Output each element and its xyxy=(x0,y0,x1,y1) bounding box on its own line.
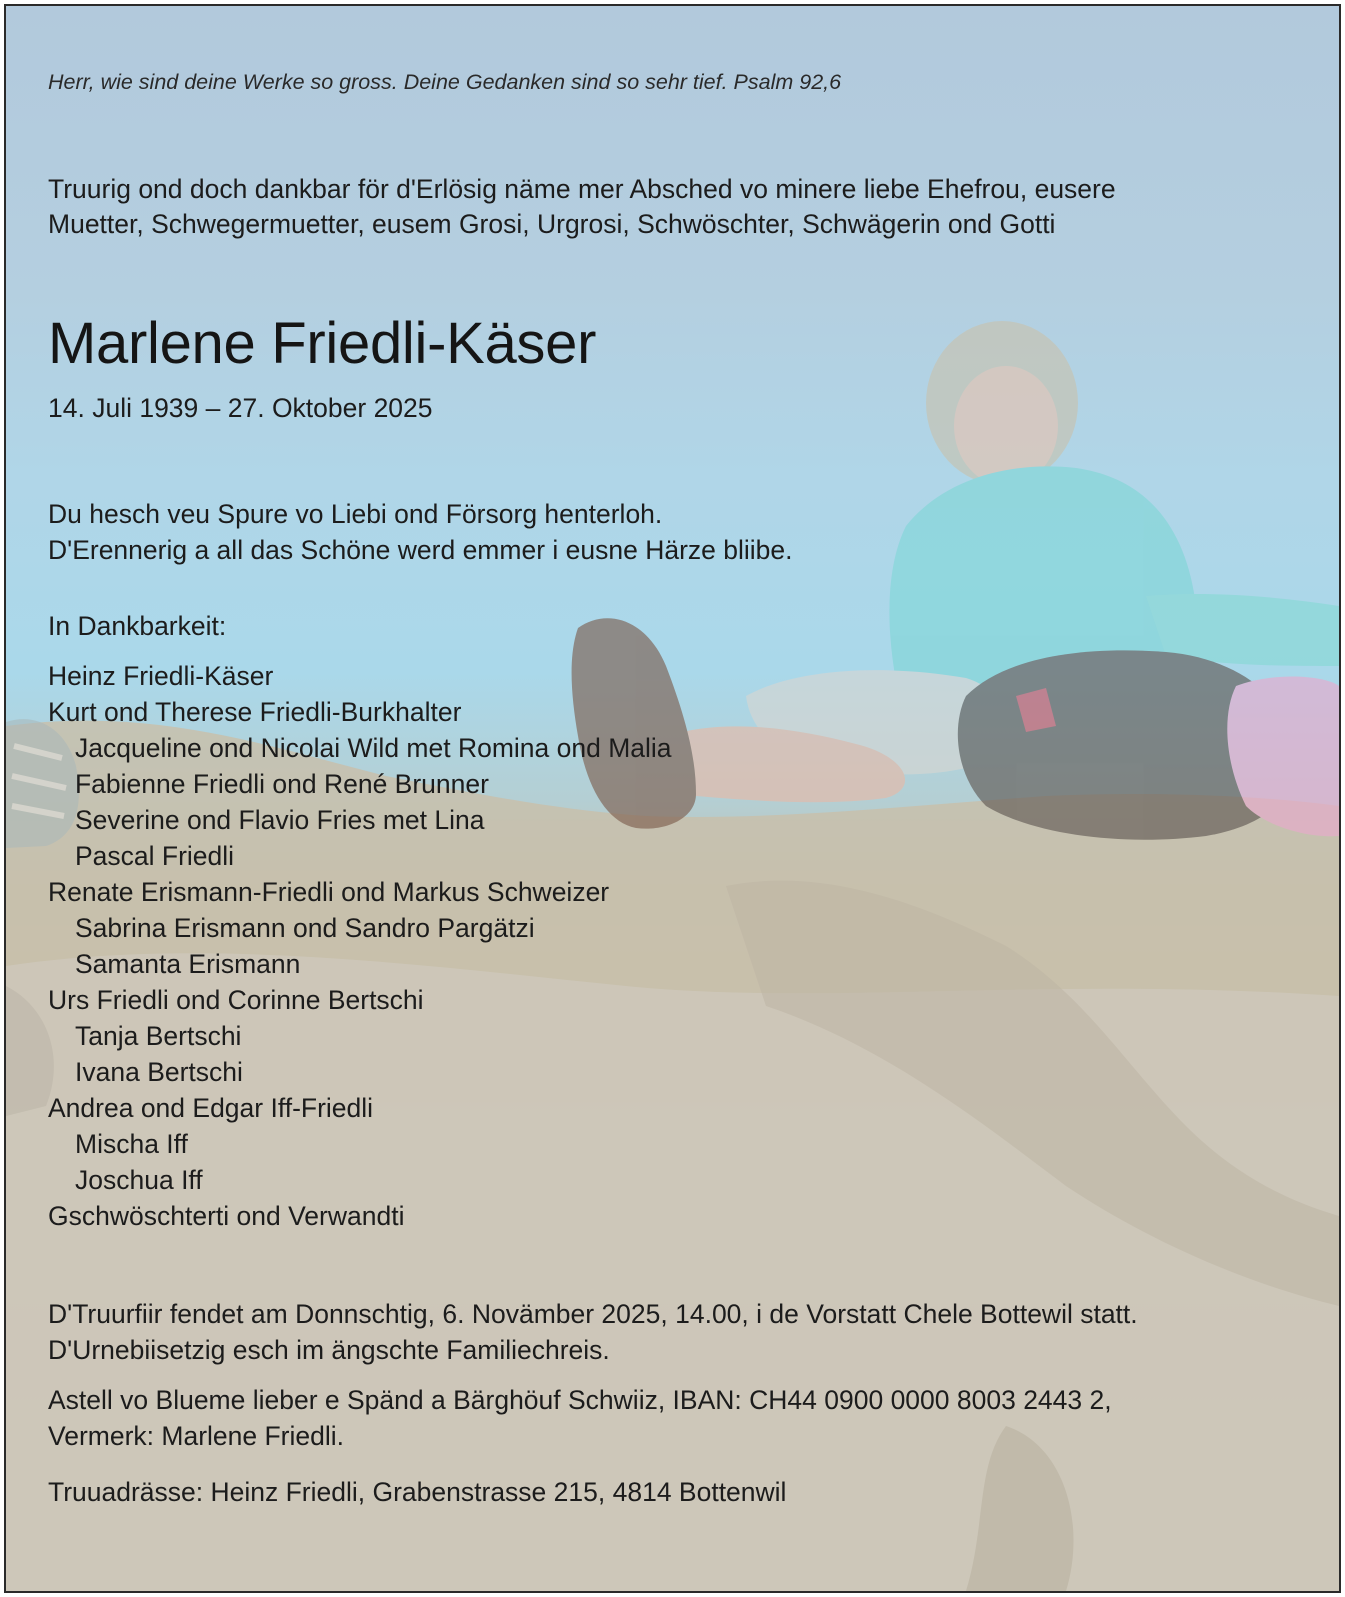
mourner-entry: Ivana Bertschi xyxy=(75,1057,243,1087)
obituary-text xyxy=(6,6,1339,1591)
mourner-entry: Andrea ond Edgar Iff-Friedli xyxy=(48,1093,374,1123)
mourner-entry: Sabrina Erismann ond Sandro Pargätzi xyxy=(75,913,535,943)
mourner-entry: Jacqueline ond Nicolai Wild met Romina ond Malia xyxy=(75,733,672,763)
mourner-entry: Urs Friedli ond Corinne Bertschi xyxy=(48,985,424,1015)
verse-line: D'Erennerig a all das Schöne werd emmer i eusne Härze bliibe. xyxy=(48,535,793,565)
funeral-line: D'Urnebiisetzig esch im ängschte Familiechreis. xyxy=(48,1335,610,1365)
mourner-entry: Gschwöschterti ond Verwandti xyxy=(48,1201,405,1231)
mourner-entry: Kurt ond Therese Friedli-Burkhalter xyxy=(48,697,462,727)
life-dates: 14. Juli 1939 – 27. Oktober 2025 xyxy=(48,393,433,423)
mourner-entry: Fabienne Friedli ond René Brunner xyxy=(75,769,489,799)
verse-line: Du hesch veu Spure vo Liebi ond Försorg henterloh. xyxy=(48,499,663,529)
mourner-entry: Heinz Friedli-Käser xyxy=(48,661,274,691)
obituary-card xyxy=(4,4,1341,1593)
donation-line: Astell vo Blueme lieber e Spänd a Bärghöuf Schwiiz, IBAN: CH44 0900 0000 8003 2443 2, xyxy=(48,1385,1112,1415)
donation-line: Vermerk: Marlene Friedli. xyxy=(48,1421,345,1451)
funeral-notice xyxy=(48,1296,1138,1368)
mourner-entry: Severine ond Flavio Fries met Lina xyxy=(75,805,485,835)
donation-notice xyxy=(48,1382,1112,1454)
intro-text xyxy=(48,172,1116,242)
mourner-entry: Samanta Erismann xyxy=(75,949,301,979)
mourner-entry: Tanja Bertschi xyxy=(75,1021,242,1051)
memorial-verse xyxy=(48,496,792,568)
funeral-line: D'Truurfiir fendet am Donnschtig, 6. Novämber 2025, 14.00, i de Vorstatt Chele Bottewil statt. xyxy=(48,1299,1138,1329)
mourner-entry: Renate Erismann-Friedli ond Markus Schweizer xyxy=(48,877,610,907)
mourner-entry: Joschua Iff xyxy=(75,1165,203,1195)
mourner-entry: Mischa Iff xyxy=(75,1129,188,1159)
psalm-motto: Herr, wie sind deine Werke so gross. Deine Gedanken sind so sehr tief. Psalm 92,6 xyxy=(48,70,842,94)
thanks-heading: In Dankbarkeit: xyxy=(48,611,227,641)
deceased-name: Marlene Friedli-Käser xyxy=(48,311,597,376)
intro-line: Truurig ond doch dankbar för d'Erlösig näme mer Absched vo minere liebe Ehefrou, eusere xyxy=(48,174,1116,204)
mourner-entry: Pascal Friedli xyxy=(75,841,235,871)
mourning-address: Truuadrässe: Heinz Friedli, Grabenstrasse 215, 4814 Bottenwil xyxy=(48,1477,787,1507)
mourners-list xyxy=(48,658,672,1234)
intro-line: Muetter, Schwegermuetter, eusem Grosi, Urgrosi, Schwöschter, Schwägerin ond Gotti xyxy=(48,209,1056,239)
